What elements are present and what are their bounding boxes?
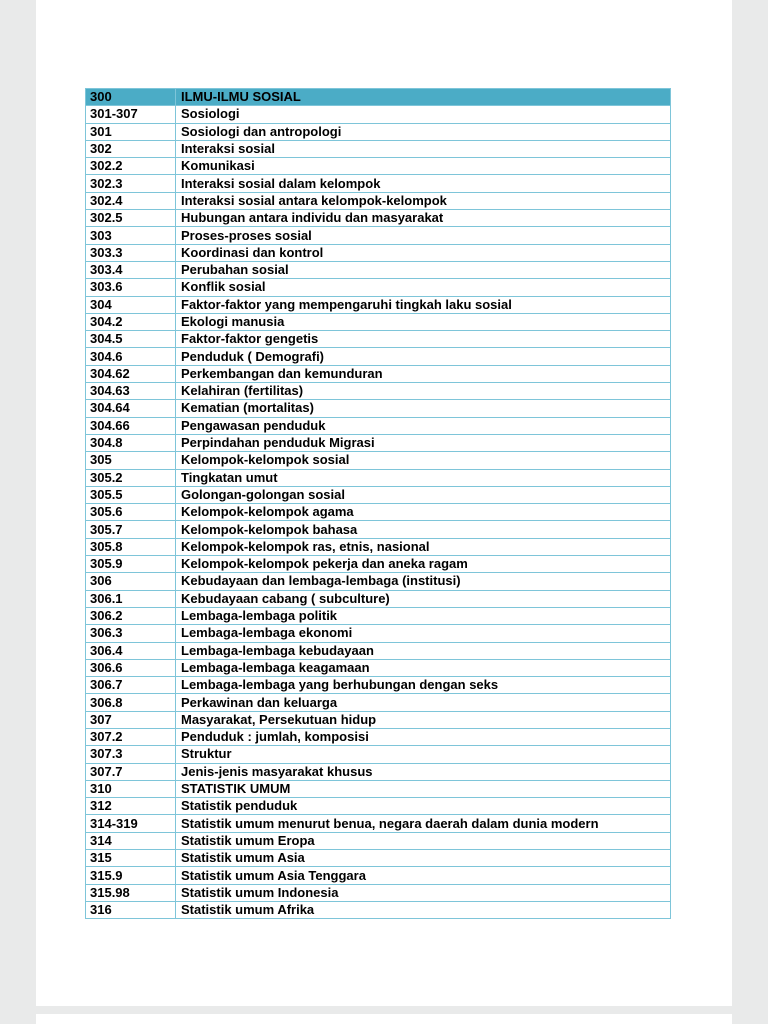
- table-row: [86, 642, 671, 659]
- table-row: [86, 452, 671, 469]
- code-cell: 304.8: [86, 434, 176, 451]
- label-cell: Tingkatan umut: [176, 469, 671, 486]
- label-cell: Statistik penduduk: [176, 798, 671, 815]
- label-cell: Interaksi sosial antara kelompok-kelompok: [176, 192, 671, 209]
- table-row: [86, 711, 671, 728]
- label-cell: Lembaga-lembaga yang berhubungan dengan seks: [176, 677, 671, 694]
- label-cell: Kelompok-kelompok pekerja dan aneka ragam: [176, 556, 671, 573]
- table-row: [86, 746, 671, 763]
- table-row: [86, 728, 671, 745]
- label-cell: Statistik umum Afrika: [176, 901, 671, 918]
- table-row: [86, 556, 671, 573]
- table-row: [86, 417, 671, 434]
- table-row: [86, 140, 671, 157]
- label-cell: Lembaga-lembaga kebudayaan: [176, 642, 671, 659]
- code-cell: 307.3: [86, 746, 176, 763]
- table-row: [86, 348, 671, 365]
- table-row: [86, 279, 671, 296]
- code-cell: 302.4: [86, 192, 176, 209]
- table-row: [86, 850, 671, 867]
- code-cell: 303.6: [86, 279, 176, 296]
- classification-table: [85, 88, 671, 919]
- label-cell: Kelompok-kelompok bahasa: [176, 521, 671, 538]
- table-row: [86, 763, 671, 780]
- code-cell: 306: [86, 573, 176, 590]
- code-cell: 304.63: [86, 383, 176, 400]
- code-cell: 304.6: [86, 348, 176, 365]
- label-cell: Interaksi sosial dalam kelompok: [176, 175, 671, 192]
- label-cell: Lembaga-lembaga keagamaan: [176, 659, 671, 676]
- label-cell: Statistik umum menurut benua, negara daerah dalam dunia modern: [176, 815, 671, 832]
- code-cell: 305.8: [86, 538, 176, 555]
- code-cell: 305.9: [86, 556, 176, 573]
- code-cell: 314: [86, 832, 176, 849]
- table-row: [86, 521, 671, 538]
- table-row: [86, 694, 671, 711]
- code-cell: 312: [86, 798, 176, 815]
- code-cell: 307.2: [86, 728, 176, 745]
- code-cell: 301: [86, 123, 176, 140]
- code-cell: 305.7: [86, 521, 176, 538]
- table-row: [86, 504, 671, 521]
- label-cell: Penduduk ( Demografi): [176, 348, 671, 365]
- code-cell: 303.3: [86, 244, 176, 261]
- table-header-row: [86, 89, 671, 106]
- table-row: [86, 659, 671, 676]
- label-cell: Kematian (mortalitas): [176, 400, 671, 417]
- label-cell: Perkawinan dan keluarga: [176, 694, 671, 711]
- label-cell: Statistik umum Asia: [176, 850, 671, 867]
- code-cell: 302.3: [86, 175, 176, 192]
- code-cell: 306.2: [86, 607, 176, 624]
- table-row: [86, 798, 671, 815]
- code-cell: 304.66: [86, 417, 176, 434]
- table-row: [86, 538, 671, 555]
- code-cell: 307.7: [86, 763, 176, 780]
- table-row: [86, 365, 671, 382]
- label-cell: Pengawasan penduduk: [176, 417, 671, 434]
- code-cell: 301-307: [86, 106, 176, 123]
- label-cell: Kelompok-kelompok sosial: [176, 452, 671, 469]
- label-cell: Perpindahan penduduk Migrasi: [176, 434, 671, 451]
- table-row: [86, 192, 671, 209]
- table-row: [86, 607, 671, 624]
- table-row: [86, 175, 671, 192]
- table-row: [86, 434, 671, 451]
- code-cell: 310: [86, 780, 176, 797]
- code-cell: 306.3: [86, 625, 176, 642]
- code-cell: 305.5: [86, 486, 176, 503]
- label-cell: Koordinasi dan kontrol: [176, 244, 671, 261]
- table-row: [86, 590, 671, 607]
- table-row: [86, 901, 671, 918]
- label-cell: Statistik umum Indonesia: [176, 884, 671, 901]
- label-cell: Kelompok-kelompok ras, etnis, nasional: [176, 538, 671, 555]
- next-page-partial: [36, 1014, 732, 1024]
- label-cell: Perkembangan dan kemunduran: [176, 365, 671, 382]
- table-row: [86, 244, 671, 261]
- code-cell: 306.4: [86, 642, 176, 659]
- code-cell: 302.5: [86, 210, 176, 227]
- table-row: [86, 815, 671, 832]
- table-row: [86, 106, 671, 123]
- code-cell: 315.98: [86, 884, 176, 901]
- table-row: [86, 210, 671, 227]
- table-row: [86, 123, 671, 140]
- table-row: [86, 486, 671, 503]
- code-cell: 305.2: [86, 469, 176, 486]
- code-cell: 305.6: [86, 504, 176, 521]
- table-row: [86, 832, 671, 849]
- label-cell: Masyarakat, Persekutuan hidup: [176, 711, 671, 728]
- table-row: [86, 261, 671, 278]
- label-cell: Komunikasi: [176, 158, 671, 175]
- label-cell: Kebudayaan cabang ( subculture): [176, 590, 671, 607]
- label-cell: STATISTIK UMUM: [176, 780, 671, 797]
- label-cell: Faktor-faktor gengetis: [176, 331, 671, 348]
- code-cell: 314-319: [86, 815, 176, 832]
- code-cell: 316: [86, 901, 176, 918]
- label-cell: Hubungan antara individu dan masyarakat: [176, 210, 671, 227]
- label-cell: Jenis-jenis masyarakat khusus: [176, 763, 671, 780]
- code-cell: 304.62: [86, 365, 176, 382]
- label-cell: Sosiologi dan antropologi: [176, 123, 671, 140]
- code-cell: 304.5: [86, 331, 176, 348]
- table-row: [86, 158, 671, 175]
- label-cell: Statistik umum Eropa: [176, 832, 671, 849]
- document-page: [36, 0, 732, 1006]
- label-cell: Struktur: [176, 746, 671, 763]
- label-cell: Konflik sosial: [176, 279, 671, 296]
- header-label-cell: ILMU-ILMU SOSIAL: [176, 89, 671, 106]
- label-cell: Penduduk : jumlah, komposisi: [176, 728, 671, 745]
- label-cell: Golongan-golongan sosial: [176, 486, 671, 503]
- code-cell: 315.9: [86, 867, 176, 884]
- table-row: [86, 227, 671, 244]
- table-row: [86, 884, 671, 901]
- label-cell: Perubahan sosial: [176, 261, 671, 278]
- code-cell: 303.4: [86, 261, 176, 278]
- label-cell: Sosiologi: [176, 106, 671, 123]
- label-cell: Kelompok-kelompok agama: [176, 504, 671, 521]
- label-cell: Interaksi sosial: [176, 140, 671, 157]
- table-row: [86, 780, 671, 797]
- label-cell: Lembaga-lembaga politik: [176, 607, 671, 624]
- code-cell: 304.64: [86, 400, 176, 417]
- table-row: [86, 313, 671, 330]
- table-row: [86, 331, 671, 348]
- table-row: [86, 867, 671, 884]
- label-cell: Kelahiran (fertilitas): [176, 383, 671, 400]
- table-row: [86, 400, 671, 417]
- code-cell: 304: [86, 296, 176, 313]
- table-row: [86, 573, 671, 590]
- code-cell: 306.8: [86, 694, 176, 711]
- label-cell: Statistik umum Asia Tenggara: [176, 867, 671, 884]
- code-cell: 305: [86, 452, 176, 469]
- code-cell: 304.2: [86, 313, 176, 330]
- code-cell: 306.6: [86, 659, 176, 676]
- table-row: [86, 677, 671, 694]
- code-cell: 303: [86, 227, 176, 244]
- label-cell: Faktor-faktor yang mempengaruhi tingkah laku sosial: [176, 296, 671, 313]
- code-cell: 307: [86, 711, 176, 728]
- label-cell: Ekologi manusia: [176, 313, 671, 330]
- code-cell: 315: [86, 850, 176, 867]
- table-row: [86, 296, 671, 313]
- table-row: [86, 383, 671, 400]
- table-row: [86, 625, 671, 642]
- code-cell: 302: [86, 140, 176, 157]
- header-code-cell: 300: [86, 89, 176, 106]
- code-cell: 306.1: [86, 590, 176, 607]
- label-cell: Lembaga-lembaga ekonomi: [176, 625, 671, 642]
- code-cell: 302.2: [86, 158, 176, 175]
- code-cell: 306.7: [86, 677, 176, 694]
- label-cell: Proses-proses sosial: [176, 227, 671, 244]
- label-cell: Kebudayaan dan lembaga-lembaga (institusi): [176, 573, 671, 590]
- table-row: [86, 469, 671, 486]
